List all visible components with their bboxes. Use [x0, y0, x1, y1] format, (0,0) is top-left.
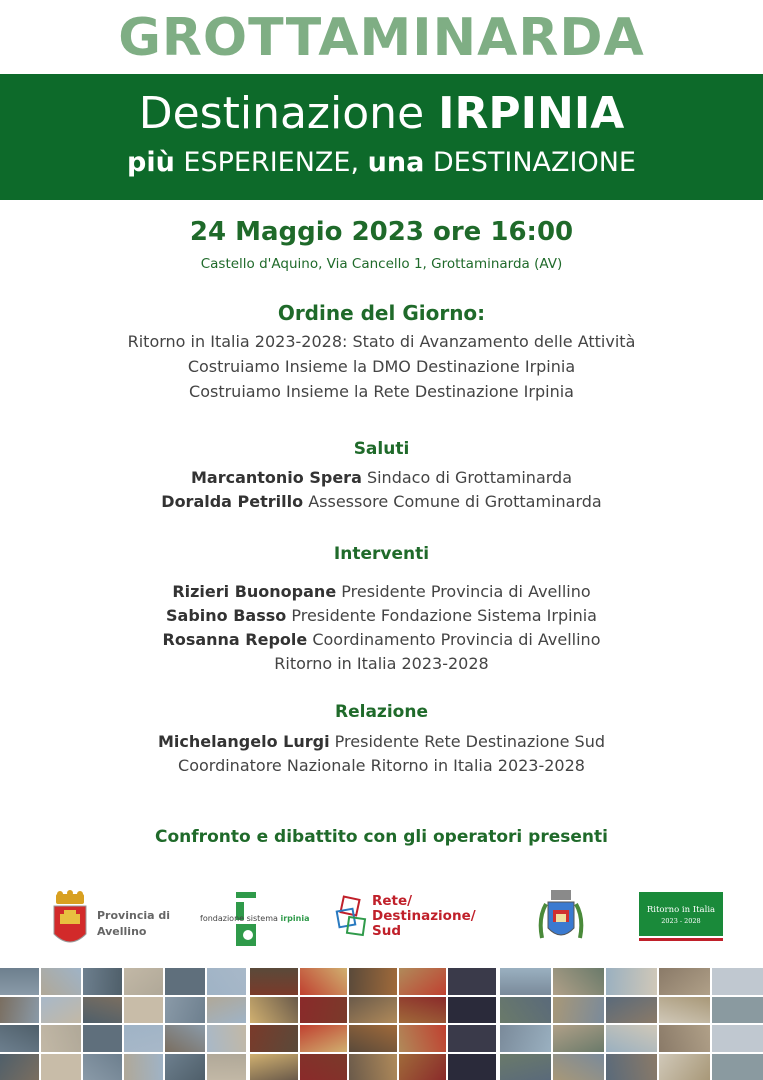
person-name: Rosanna Repole — [162, 630, 308, 649]
person-role: Coordinamento Provincia di Avellino — [307, 630, 601, 649]
collage-tile — [300, 1054, 348, 1080]
provincia-text-1: Provincia di — [97, 909, 171, 922]
event-date: 24 Maggio 2023 ore 16:00 — [189, 217, 574, 247]
collage-tile — [83, 968, 122, 995]
collage-tile — [300, 1025, 348, 1052]
collage-tile — [250, 997, 298, 1024]
collage-tile — [553, 1054, 604, 1080]
town-title: GROTTAMINARDA — [118, 8, 645, 68]
collage-tile — [659, 1025, 710, 1052]
provincia-crest-icon — [50, 890, 90, 956]
rete-text-1: Rete/ — [372, 893, 413, 909]
collage-tile — [41, 1054, 80, 1080]
interventi-row — [0, 628, 763, 652]
collage-panel-festivals — [250, 968, 496, 1080]
collage-tile — [500, 997, 551, 1024]
collage-tile — [0, 1025, 39, 1052]
person-name: Michelangelo Lurgi — [158, 732, 330, 751]
collage-tile — [207, 968, 246, 995]
collage-tile — [712, 1025, 763, 1052]
collage-tile — [207, 997, 246, 1024]
person-role: Sindaco di Grottaminarda — [361, 468, 573, 487]
photo-collage — [0, 968, 763, 1080]
collage-panel-villages — [500, 968, 763, 1080]
collage-tile — [83, 1054, 122, 1080]
interventi-extra: Ritorno in Italia 2023-2028 — [274, 654, 489, 673]
collage-tile — [207, 1025, 246, 1052]
collage-tile — [83, 1025, 122, 1052]
fondazione-text-a: fondazione sistema — [200, 914, 281, 923]
collage-tile — [349, 968, 397, 995]
collage-tile — [606, 997, 657, 1024]
saluti-row — [0, 466, 763, 490]
relazione-heading: Relazione — [335, 702, 428, 722]
agenda-item: Ritorno in Italia 2023-2028: Stato di Avanzamento delle Attività — [127, 332, 636, 351]
collage-tile — [300, 968, 348, 995]
ritorno-red-bar — [639, 938, 723, 941]
collage-tile — [349, 1025, 397, 1052]
tagline-b: ESPERIENZE, — [174, 147, 368, 178]
collage-tile — [250, 968, 298, 995]
saluti-heading: Saluti — [353, 439, 410, 459]
person-name: Marcantonio Spera — [190, 468, 362, 487]
collage-tile — [712, 997, 763, 1024]
collage-tile — [349, 997, 397, 1024]
collage-tile — [553, 997, 604, 1024]
collage-tile — [41, 968, 80, 995]
collage-tile — [165, 997, 204, 1024]
person-role: Presidente Provincia di Avellino — [336, 582, 591, 601]
collage-tile — [448, 997, 496, 1024]
collage-tile — [0, 1054, 39, 1080]
collage-tile — [448, 1025, 496, 1052]
collage-tile — [250, 1025, 298, 1052]
collage-tile — [500, 1025, 551, 1052]
collage-panel-heritage — [0, 968, 246, 1080]
ritorno-text-2: 2023 - 2028 — [661, 917, 701, 925]
collage-tile — [553, 968, 604, 995]
grottaminarda-crest — [536, 888, 586, 952]
tagline-c: una — [367, 147, 425, 178]
collage-tile — [659, 997, 710, 1024]
collage-tile — [712, 1054, 763, 1080]
rete-squares-icon — [334, 894, 370, 940]
agenda-item: Costruiamo Insieme la Rete Destinazione Irpinia — [189, 382, 574, 401]
collage-tile — [124, 968, 163, 995]
collage-tile — [300, 997, 348, 1024]
header-line-destinazione — [0, 86, 763, 142]
ritorno-text-1: Ritorno in Italia — [646, 905, 716, 915]
rete-text-2: Destinazione/ — [372, 908, 476, 924]
collage-tile — [0, 997, 39, 1024]
collage-tile — [659, 968, 710, 995]
collage-tile — [250, 1054, 298, 1080]
header-line-tagline — [0, 144, 763, 182]
town-crest-icon — [536, 888, 586, 952]
fondazione-logo — [200, 890, 310, 960]
person-role: Presidente Rete Destinazione Sud — [329, 732, 605, 751]
saluti-row — [0, 490, 763, 514]
provincia-text-2: Avellino — [97, 925, 147, 938]
fondazione-text — [200, 914, 309, 923]
person-name: Sabino Basso — [166, 606, 287, 625]
collage-tile — [448, 1054, 496, 1080]
agenda-heading: Ordine del Giorno: — [277, 301, 486, 325]
tagline-a: più — [127, 147, 175, 178]
relazione-row — [0, 730, 763, 754]
collage-tile — [207, 1054, 246, 1080]
collage-tile — [448, 968, 496, 995]
collage-tile — [165, 1054, 204, 1080]
ritorno-logo — [639, 892, 723, 948]
collage-tile — [124, 1025, 163, 1052]
interventi-heading: Interventi — [333, 544, 430, 564]
logos-row — [0, 880, 763, 960]
collage-tile — [0, 968, 39, 995]
collage-tile — [712, 968, 763, 995]
collage-tile — [500, 968, 551, 995]
event-venue: Castello d'Aquino, Via Cancello 1, Grottaminarda (AV) — [200, 256, 563, 272]
relazione-extra: Coordinatore Nazionale Ritorno in Italia 2023-2028 — [178, 756, 585, 775]
collage-tile — [606, 968, 657, 995]
collage-tile — [500, 1054, 551, 1080]
tagline-d: DESTINAZIONE — [424, 147, 636, 178]
collage-tile — [165, 1025, 204, 1052]
collage-tile — [165, 968, 204, 995]
collage-tile — [399, 1054, 447, 1080]
collage-tile — [399, 968, 447, 995]
agenda-item: Costruiamo Insieme la DMO Destinazione Irpinia — [187, 357, 576, 376]
interventi-row — [0, 580, 763, 604]
collage-tile — [41, 1025, 80, 1052]
collage-tile — [83, 997, 122, 1024]
collage-tile — [553, 1025, 604, 1052]
collage-tile — [606, 1025, 657, 1052]
collage-tile — [399, 1025, 447, 1052]
collage-tile — [349, 1054, 397, 1080]
collage-tile — [124, 997, 163, 1024]
fondazione-text-b: irpinia — [280, 914, 310, 923]
person-role: Assessore Comune di Grottaminarda — [303, 492, 602, 511]
interventi-row — [0, 604, 763, 628]
header-line1-prefix: Destinazione — [138, 88, 439, 139]
person-name: Doralda Petrillo — [161, 492, 304, 511]
collage-tile — [659, 1054, 710, 1080]
closing-note: Confronto e dibattito con gli operatori presenti — [155, 827, 608, 847]
collage-tile — [606, 1054, 657, 1080]
collage-tile — [41, 997, 80, 1024]
rete-text-3: Sud — [372, 923, 401, 939]
person-role: Presidente Fondazione Sistema Irpinia — [286, 606, 597, 625]
provincia-logo — [50, 890, 180, 964]
header-line1-bold: IRPINIA — [438, 88, 625, 139]
person-name: Rizieri Buonopane — [172, 582, 337, 601]
rete-logo — [334, 894, 484, 954]
collage-tile — [399, 997, 447, 1024]
collage-tile — [124, 1054, 163, 1080]
